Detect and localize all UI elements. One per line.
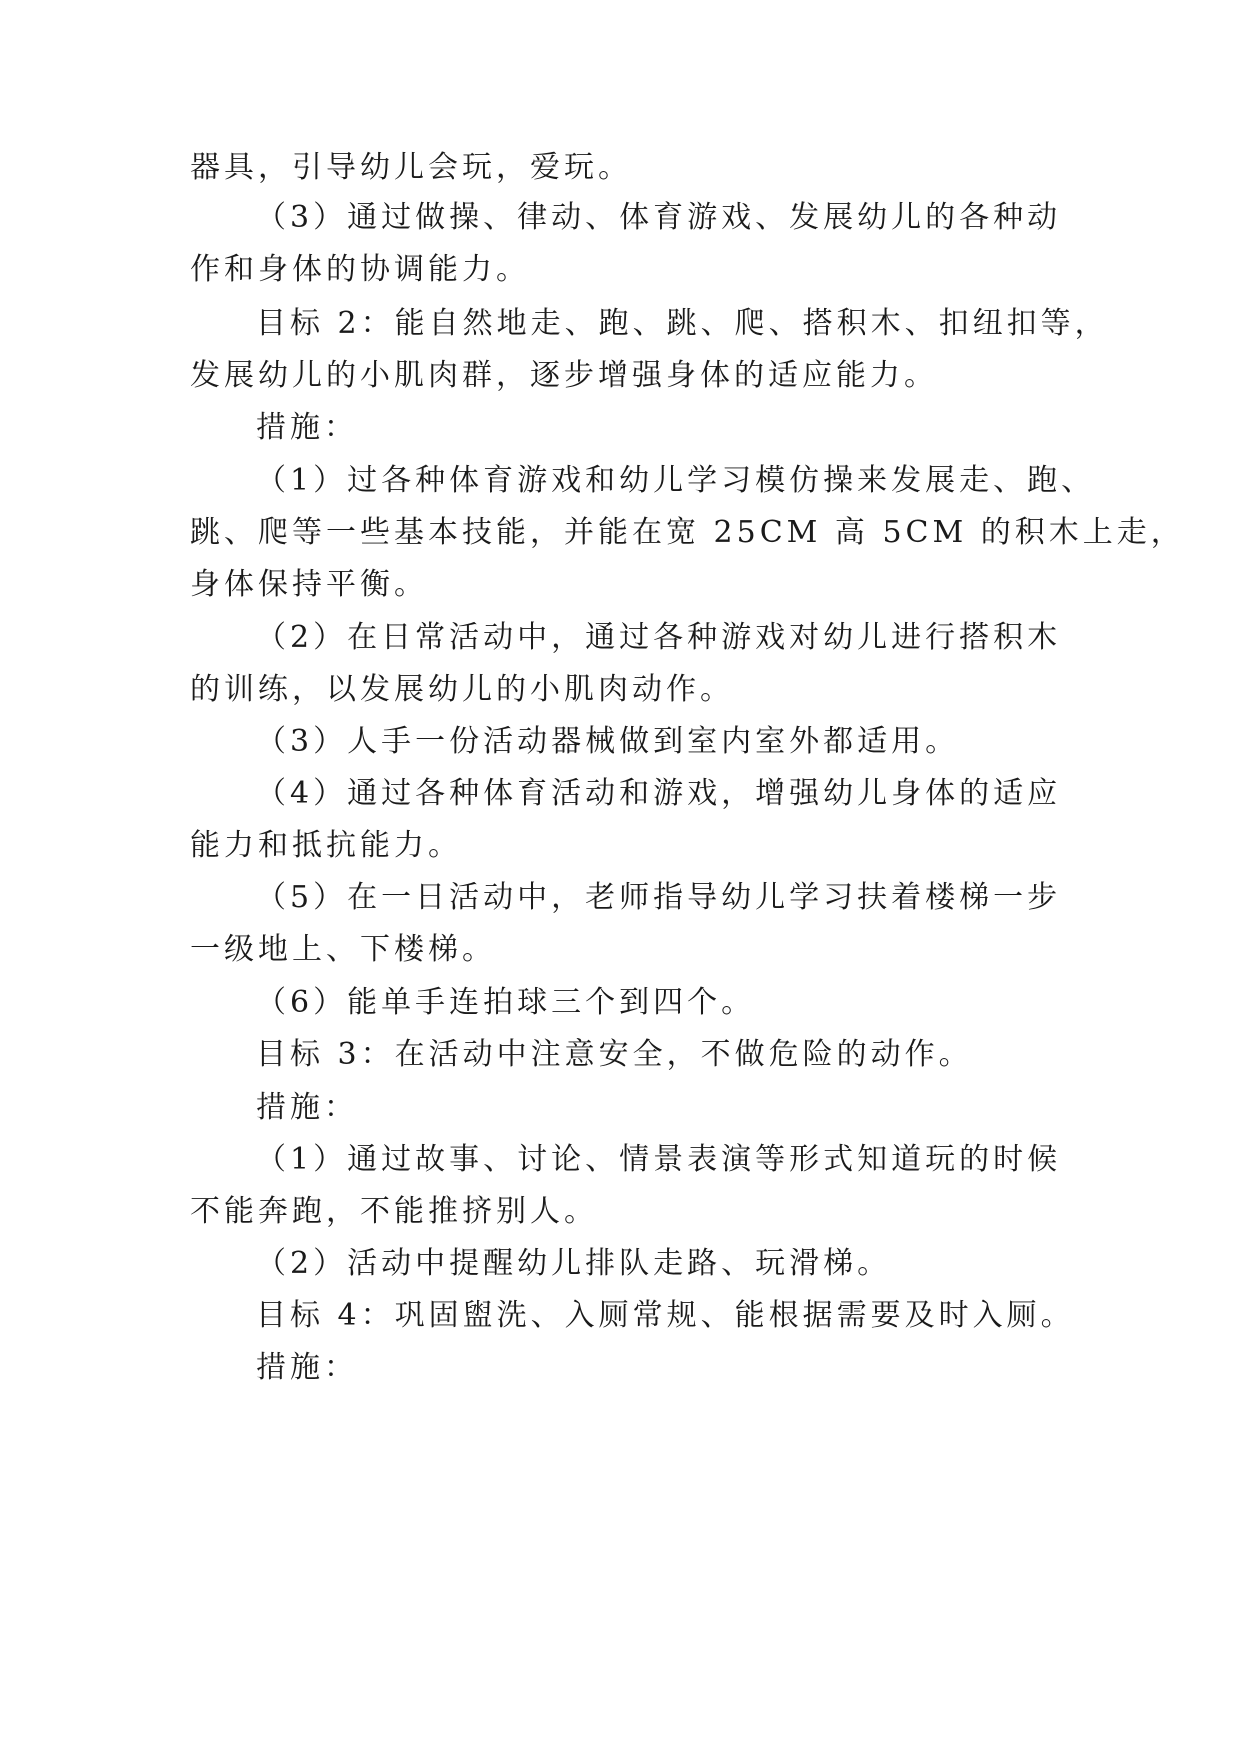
text-line: 一级地上、下楼梯。 [190, 932, 496, 967]
text-line: 措施： [256, 1090, 358, 1125]
text-line: 能力和抵抗能力。 [190, 828, 462, 863]
text-line: （1）过各种体育游戏和幼儿学习模仿操来发展走、跑、 [256, 463, 1096, 498]
text-line: （2）活动中提醒幼儿排队走路、玩滑梯。 [256, 1246, 892, 1281]
text-line: 措施： [256, 1350, 358, 1385]
text-line: 跳、爬等一些基本技能，并能在宽 25CM 高 5CM 的积木上走， [190, 515, 1185, 550]
text-line: 目标 2：能自然地走、跑、跳、爬、搭积木、扣纽扣等， [256, 306, 1109, 341]
text-line: （3）通过做操、律动、体育游戏、发展幼儿的各种动 [256, 200, 1062, 235]
text-line: （5）在一日活动中，老师指导幼儿学习扶着楼梯一步 [256, 880, 1062, 915]
text-line: （3）人手一份活动器械做到室内室外都适用。 [256, 724, 960, 759]
text-line: 器具，引导幼儿会玩，爱玩。 [190, 150, 632, 185]
text-line: 不能奔跑，不能推挤别人。 [190, 1194, 598, 1229]
text-line: 作和身体的协调能力。 [190, 252, 530, 287]
text-line: 目标 4：巩固盥洗、入厕常规、能根据需要及时入厕。 [256, 1298, 1075, 1333]
text-line: 目标 3：在活动中注意安全，不做危险的动作。 [256, 1037, 973, 1072]
text-line: （1）通过故事、讨论、情景表演等形式知道玩的时候 [256, 1142, 1062, 1177]
text-line: 的训练，以发展幼儿的小肌肉动作。 [190, 672, 734, 707]
text-line: （6）能单手连拍球三个到四个。 [256, 985, 756, 1020]
text-line: （4）通过各种体育活动和游戏，增强幼儿身体的适应 [256, 776, 1062, 811]
text-line: 身体保持平衡。 [190, 567, 428, 602]
text-line: 措施： [256, 410, 358, 445]
text-line: 发展幼儿的小肌肉群，逐步增强身体的适应能力。 [190, 358, 938, 393]
text-line: （2）在日常活动中，通过各种游戏对幼儿进行搭积木 [256, 620, 1062, 655]
